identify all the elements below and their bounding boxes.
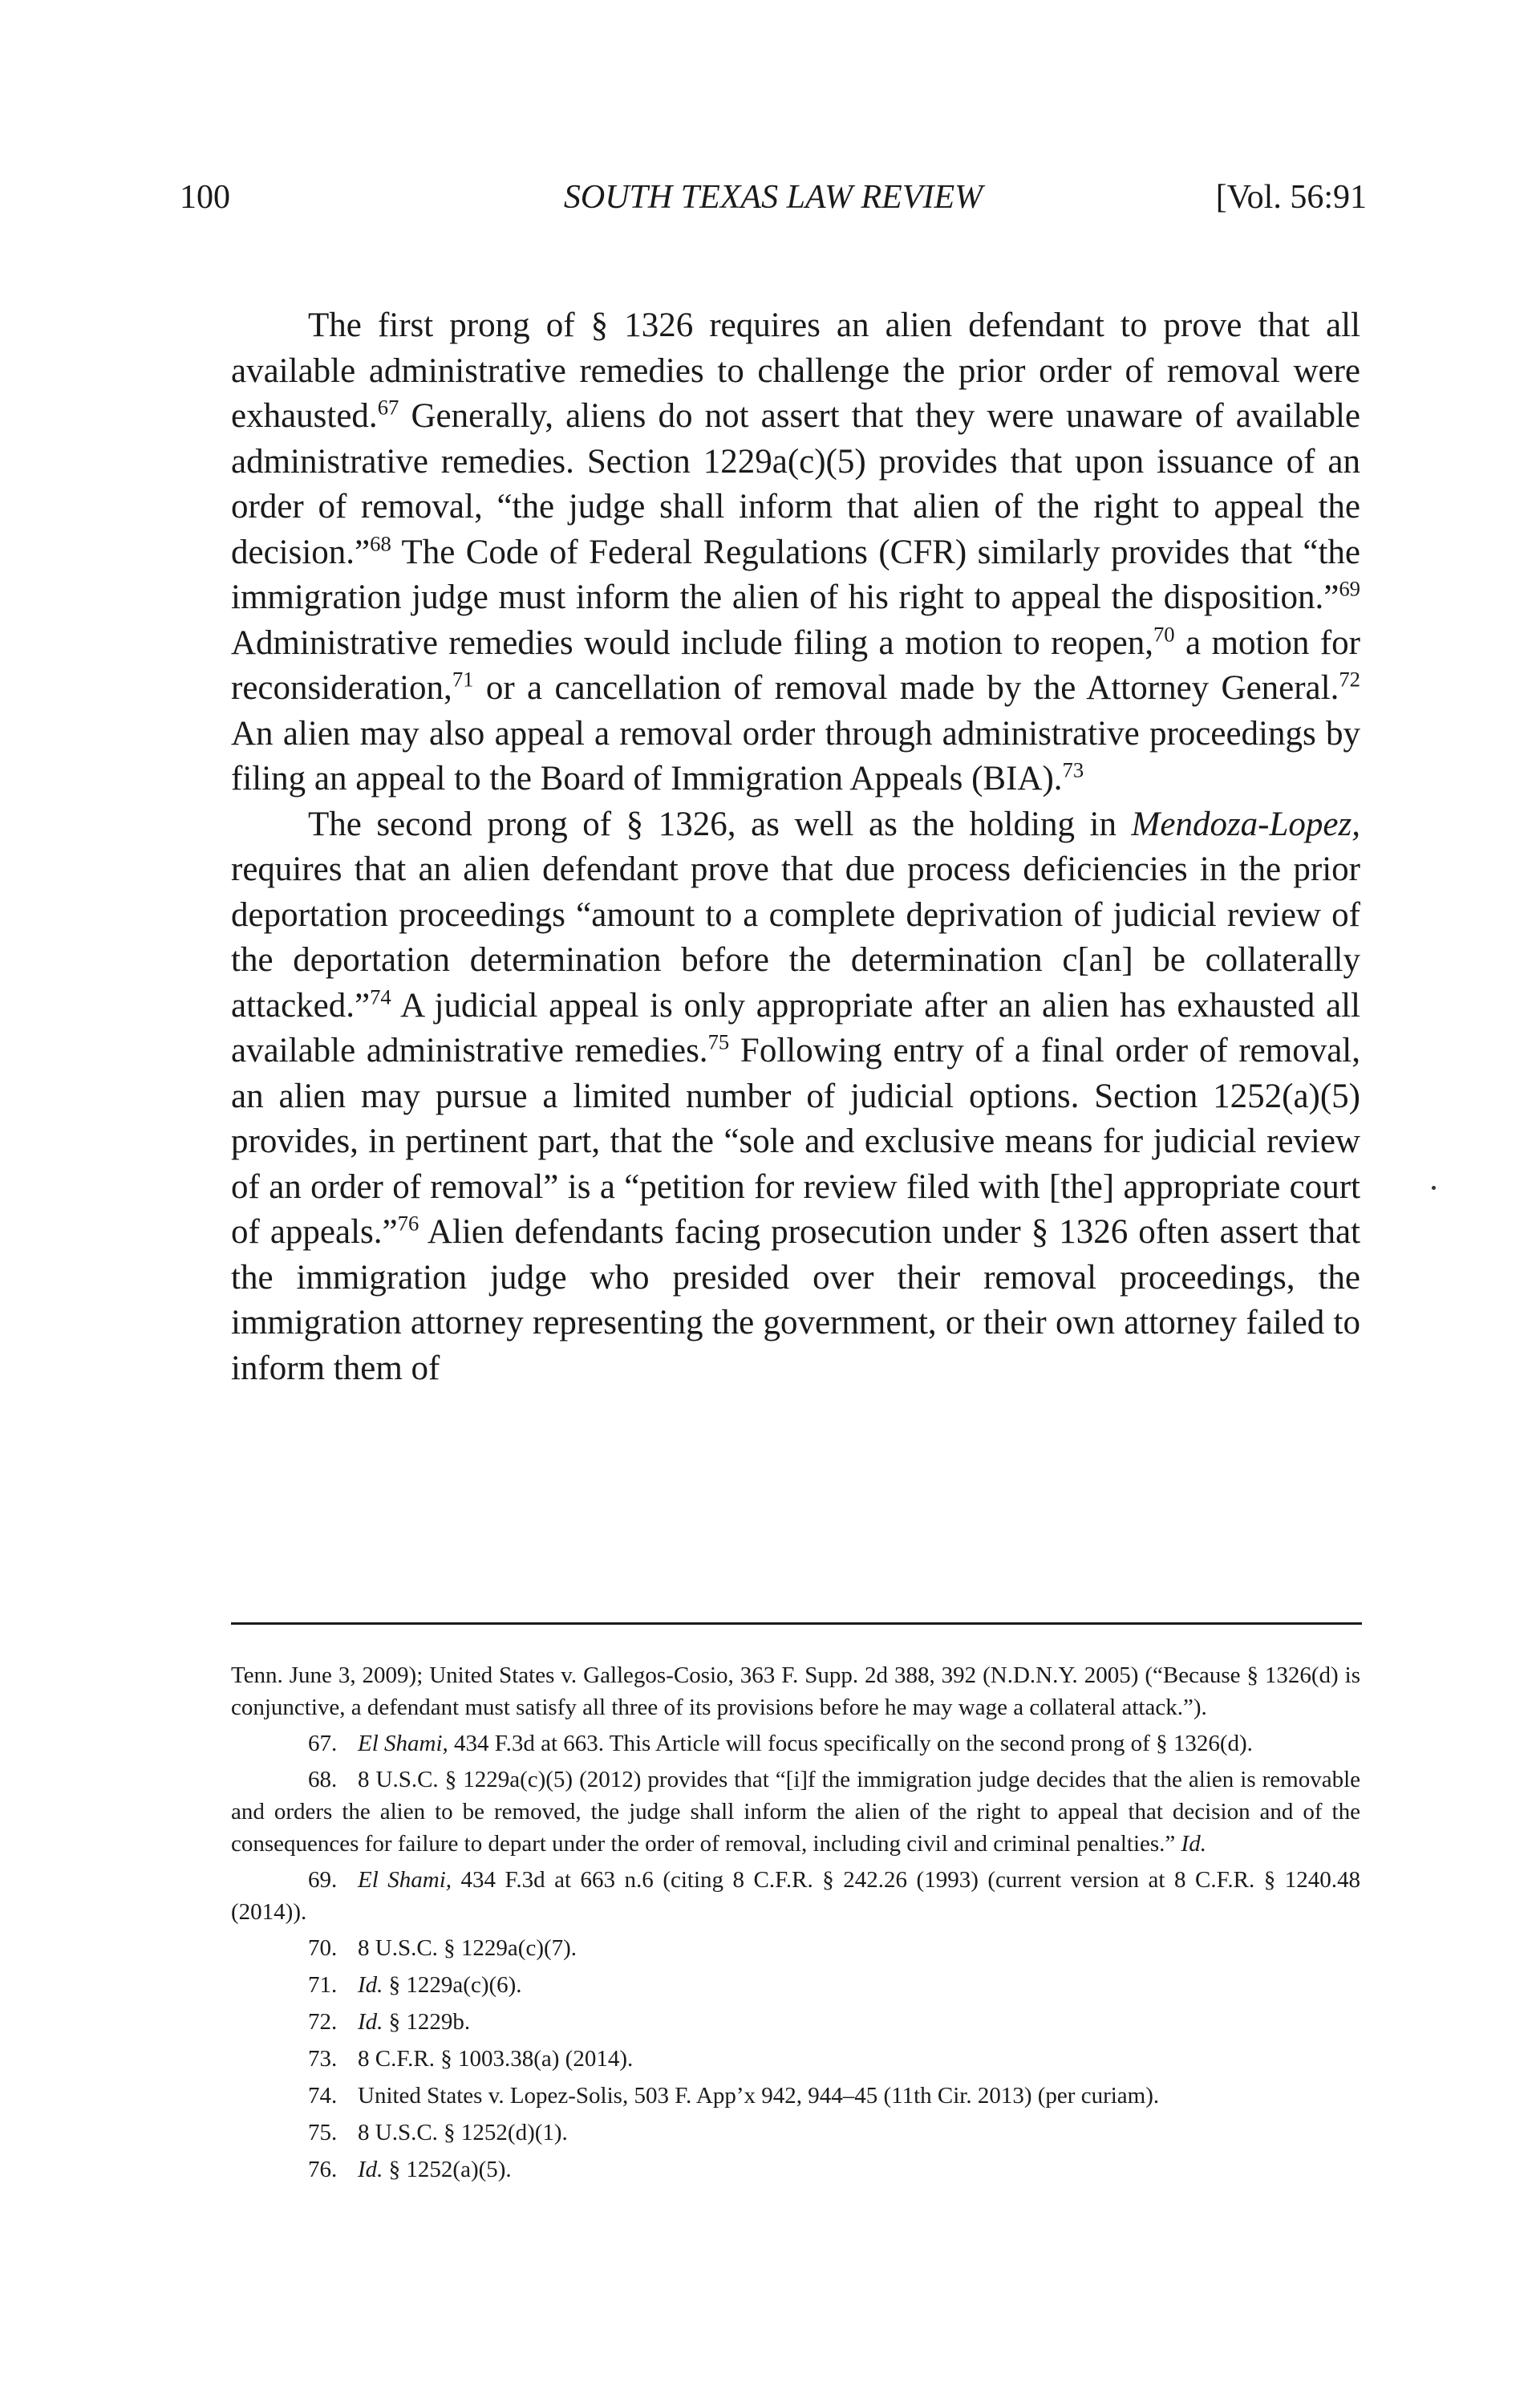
id-signal: Id. <box>1181 1831 1206 1857</box>
text-run: The second prong of § 1326, as well as the holding in <box>308 805 1132 843</box>
footnote-68 <box>231 1764 1360 1860</box>
footnote-number: 74. <box>308 2083 338 2109</box>
footnote-number: 76. <box>308 2157 338 2182</box>
footnote-text: § 1229b. <box>383 2009 471 2035</box>
text-run: An alien may also appeal a removal order through administrative proceedings by filing an appeal to the Board of Immigration Appeals (BIA). <box>231 714 1360 798</box>
footnote-ref-75: 75 <box>707 1029 730 1054</box>
footnote-text: 8 U.S.C. § 1229a(c)(7). <box>358 1935 578 1961</box>
footnote-number: 69. <box>308 1867 338 1893</box>
footnote-ref-70: 70 <box>1153 622 1175 647</box>
footnote-text: 8 U.S.C. § 1252(d)(1). <box>358 2120 568 2145</box>
paragraph-1 <box>231 303 1360 802</box>
text-run: Alien defendants facing prosecution under § 1326 often assert that the immigration judge who presided over their removal proceedings, the immigration attorney representing the government, or their own attorney failed to inform them of <box>231 1213 1360 1387</box>
id-signal: Id. <box>358 1972 383 1998</box>
id-signal: Id. <box>358 2009 383 2035</box>
footnote-number: 72. <box>308 2009 338 2035</box>
footnote-ref-71: 71 <box>452 667 474 692</box>
scan-dot <box>1432 1186 1436 1190</box>
footnote-divider <box>231 1622 1362 1625</box>
footnote-text: § 1252(a)(5). <box>383 2157 512 2182</box>
text-run: The first prong of § 1326 requires an alien defendant to prove that all available administrative remedies to challenge the prior order of removal were exhausted. <box>231 306 1360 435</box>
text-run: Generally, aliens do not assert that they were unaware of available administrative remedies. Section 1229a(c)(5) provides that upon issuance of an order of removal, “the judge shall inform that alien of the right to appeal the decision.” <box>231 397 1360 571</box>
id-signal: Id. <box>358 2157 383 2182</box>
journal-title: SOUTH TEXAS LAW REVIEW <box>563 179 983 216</box>
footnote-72 <box>231 2006 1360 2038</box>
footnote-text: 434 F.3d at 663 n.6 (citing 8 C.F.R. § 242.26 (1993) (current version at 8 C.F.R. § 1240.48 (2014)). <box>231 1867 1360 1925</box>
paragraph-2 <box>231 802 1360 1392</box>
footnote-74 <box>231 2080 1360 2112</box>
footnote-75 <box>231 2117 1360 2149</box>
text-run: a motion for reconsideration, <box>231 623 1360 707</box>
footnote-ref-73: 73 <box>1062 757 1084 782</box>
main-text <box>231 303 1360 1391</box>
footnote-number: 71. <box>308 1972 338 1998</box>
footnote-text: 434 F.3d at 663. This Article will focus specifically on the second prong of § 1326(d). <box>448 1731 1253 1756</box>
footnote-76 <box>231 2153 1360 2186</box>
footnote-number: 68. <box>308 1767 338 1792</box>
text-run: or a cancellation of removal made by the Attorney General. <box>473 669 1339 707</box>
footnote-number: 73. <box>308 2046 338 2072</box>
case-name: El Shami, <box>358 1867 452 1893</box>
footnote-number: 75. <box>308 2120 338 2145</box>
footnote-number: 70. <box>308 1935 338 1961</box>
footnote-text: United States v. Lopez-Solis, 503 F. App’x 942, 944–45 (11th Cir. 2013) (per curiam). <box>358 2083 1160 2109</box>
text-run: Following entry of a final order of removal, an alien may pursue a limited number of judicial options. Section 1252(a)(5) provides, in pertinent part, that the “sole and exclusive means for judicial review of an order of removal” is a “petition for review filed with [the] appropriate court of appeals.” <box>231 1032 1360 1251</box>
footnote-text: § 1229a(c)(6). <box>383 1972 522 1998</box>
text-run: Administrative remedies would include filing a motion to reopen, <box>231 623 1153 662</box>
text-run: requires that an alien defendant prove that due process deficiencies in the prior deportation proceedings “amount to a complete deprivation of judicial review of the deportation determination before the determination c[an] be collaterally attacked.” <box>231 850 1360 1025</box>
footnote-69 <box>231 1864 1360 1928</box>
footnote-number: 67. <box>308 1731 338 1756</box>
footnote-73 <box>231 2043 1360 2075</box>
case-name: Mendoza-Lopez, <box>1131 805 1360 843</box>
running-header <box>180 178 1367 226</box>
footnote-71 <box>231 1969 1360 2001</box>
case-name: El Shami, <box>358 1731 448 1756</box>
volume-label: [Vol. 56:91 <box>1215 179 1367 216</box>
footnote-ref-68: 68 <box>370 531 391 556</box>
text-run: A judicial appeal is only appropriate after an alien has exhausted all available administrative remedies. <box>231 986 1360 1070</box>
footnote-text: 8 C.F.R. § 1003.38(a) (2014). <box>358 2046 634 2072</box>
footnote-70 <box>231 1932 1360 1964</box>
footnote-ref-69: 69 <box>1339 576 1360 601</box>
footnote-ref-76: 76 <box>397 1211 419 1236</box>
footnote-text: 8 U.S.C. § 1229a(c)(5) (2012) provides that “[i]f the immigration judge decides that the alien is removable and orders the alien to be removed, the judge shall inform the alien of the right to appeal that decision and of the consequences for failure to depart under the order of removal, including civil and criminal penalties.” <box>231 1767 1360 1857</box>
page-number: 100 <box>180 179 230 216</box>
text-run: The Code of Federal Regulations (CFR) similarly provides that “the immigration judge must inform the alien of his right to appeal the disposition.” <box>231 533 1360 616</box>
footnote-ref-74: 74 <box>370 984 391 1009</box>
footnote-continuation: Tenn. June 3, 2009); United States v. Gallegos-Cosio, 363 F. Supp. 2d 388, 392 (N.D.N.Y. 2005) (“Because § 1326(d) is conjunctive, a defendant must satisfy all three of its provisions before he may wage a collateral attack.”). <box>231 1662 1360 1720</box>
footnote-67 <box>231 1727 1360 1760</box>
footnote-ref-72: 72 <box>1339 667 1360 692</box>
footnote-ref-67: 67 <box>377 395 399 420</box>
footnotes <box>231 1659 1360 2190</box>
